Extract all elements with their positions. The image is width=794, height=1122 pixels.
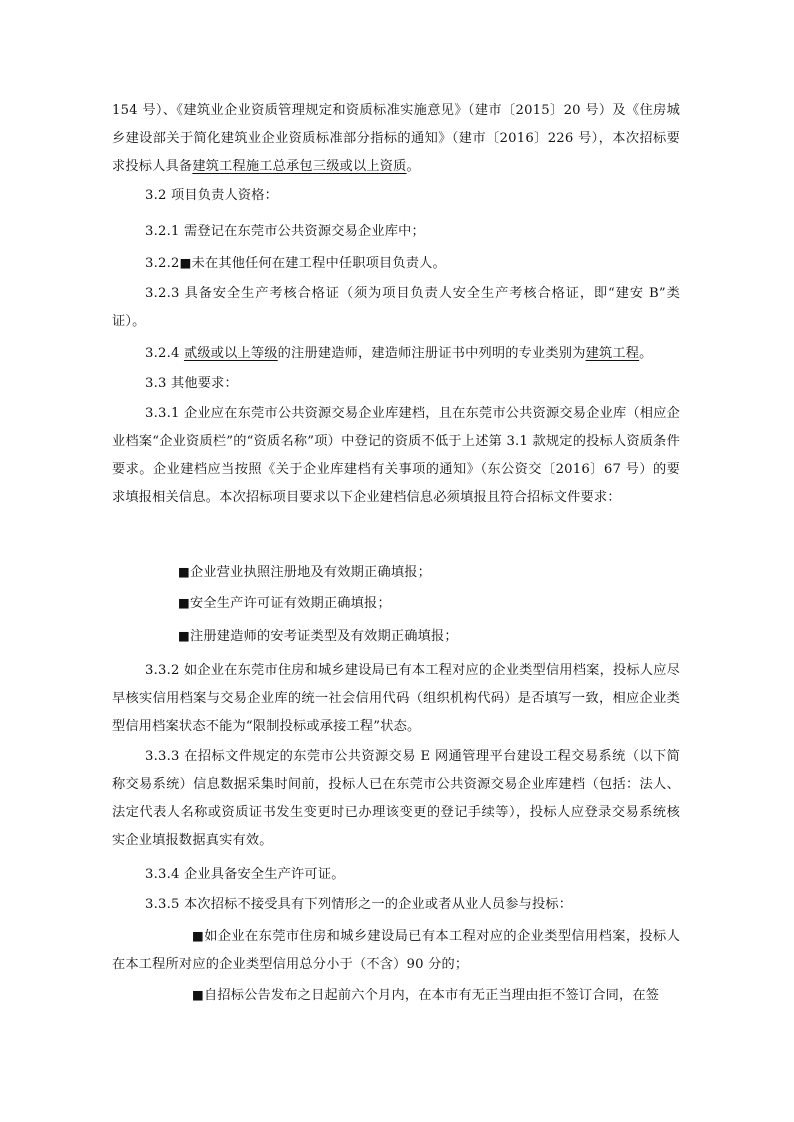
bullet-text: 自招标公告发布之日起前六个月内，在本市有无正当理由拒不签订合同，在签 bbox=[204, 988, 660, 1003]
bullet-text: 如企业在东莞市住房和城乡建设局已有本工程对应的企业类型信用档案，投标人在本工程所对应的企业类型信用总分小于（不含）90 分的； bbox=[112, 929, 681, 972]
paragraph-3-2-3: 3.2.3 具备安全生产考核合格证（须为项目负责人安全生产考核合格证，即“建安 B”类证）。 bbox=[112, 286, 680, 329]
paragraph-3-3-4: 3.3.4 企业具备安全生产许可证。 bbox=[145, 867, 345, 882]
paragraph-3-3-5: 3.3.5 本次招标不接受具有下列情形之一的企业或者从业人员参与投标： bbox=[145, 897, 573, 912]
heading-3-3: 3.3 其他要求： bbox=[145, 376, 238, 391]
checkbox-checked-icon: ■ bbox=[178, 628, 191, 643]
text-run: 未在其他任何在建工程中任职项目负责人。 bbox=[191, 256, 446, 271]
underlined-qualification: 建筑工程施工总承包三级或以上资质 bbox=[192, 159, 407, 174]
paragraph-3-3-1: 3.3.1 企业应在东莞市公共资源交易企业库建档，且在东莞市公共资源交易企业库（相应企业档案“企业资质栏”的“资质名称”项）中登记的资质不低于上述第 3.1 款规定的投标人资质条件要求。企业建档应当按照《关于企业库建档有关事项的通知》（东公资交〔2016〕67 号）的要求填报相关信息。本次招标项目要求以下企业建档信息必须填报且符合招标文件要求： bbox=[112, 406, 680, 505]
paragraph-3-2-1: 3.2.1 需登记在东莞市公共资源交易企业库中； bbox=[145, 224, 425, 239]
text-run: 。 bbox=[406, 159, 420, 174]
bullet-text: 注册建造师的安考证类型及有效期正确填报； bbox=[190, 629, 458, 644]
text-run: 的注册建造师，建造师注册证书中列明的专业类别为 bbox=[277, 346, 586, 361]
bullet-item bbox=[112, 922, 680, 979]
bullet-text: 企业营业执照注册地及有效期正确填报； bbox=[190, 565, 431, 580]
bullet-text: 安全生产许可证有效期正确填报； bbox=[190, 596, 391, 611]
bullet-item bbox=[112, 981, 680, 1010]
paragraph-3-2-2 bbox=[112, 249, 680, 278]
checkbox-checked-icon: ■ bbox=[178, 564, 191, 579]
bullet-item bbox=[112, 589, 680, 618]
underlined-specialty: 建筑工程 bbox=[585, 346, 640, 361]
clause-number: 3.2.4 bbox=[145, 346, 184, 361]
underlined-grade: 贰级或以上等级 bbox=[183, 346, 278, 361]
paragraph-3-3-3: 3.3.3 在招标文件规定的东莞市公共资源交易 E 网通管理平台建设工程交易系统（以下简称交易系统）信息数据采集时间前，投标人已在东莞市公共资源交易企业库建档（包括：法人、法定代表人名称或资质证书发生变更时已办理该变更的登记手续等），投标人应登录交易系统核实企业填报数据真实有效。 bbox=[112, 749, 680, 848]
checkbox-checked-icon: ■ bbox=[179, 255, 192, 270]
heading-3-2: 3.2 项目负责人资格： bbox=[145, 188, 279, 203]
bullet-item bbox=[112, 558, 680, 587]
bullet-item bbox=[112, 622, 680, 651]
checkbox-checked-icon: ■ bbox=[192, 928, 205, 943]
paragraph-3-3-2: 3.3.2 如企业在东莞市住房和城乡建设局已有本工程对应的企业类型信用档案，投标人应尽早核实信用档案与交易企业库的统一社会信用代码（组织机构代码）是否填写一致，相应企业类型信用档案状态不能为“限制投标或承接工程”状态。 bbox=[112, 663, 680, 734]
paragraph-3-2-4 bbox=[112, 340, 680, 368]
paragraph-3-1-tail bbox=[112, 97, 680, 181]
clause-number: 3.2.2 bbox=[145, 256, 180, 271]
checkbox-checked-icon: ■ bbox=[178, 595, 191, 610]
text-run: 。 bbox=[639, 346, 653, 361]
checkbox-checked-icon: ■ bbox=[192, 987, 205, 1002]
text-run: 154 号）、《建筑业企业资质管理规定和资质标准实施意见》（建市〔2015〕20 号）及《住房城乡建设部关于简化建筑业企业资质标准部分指标的通知》（建市〔2016〕226 号），本次招标要求投标人具备 bbox=[112, 103, 680, 174]
